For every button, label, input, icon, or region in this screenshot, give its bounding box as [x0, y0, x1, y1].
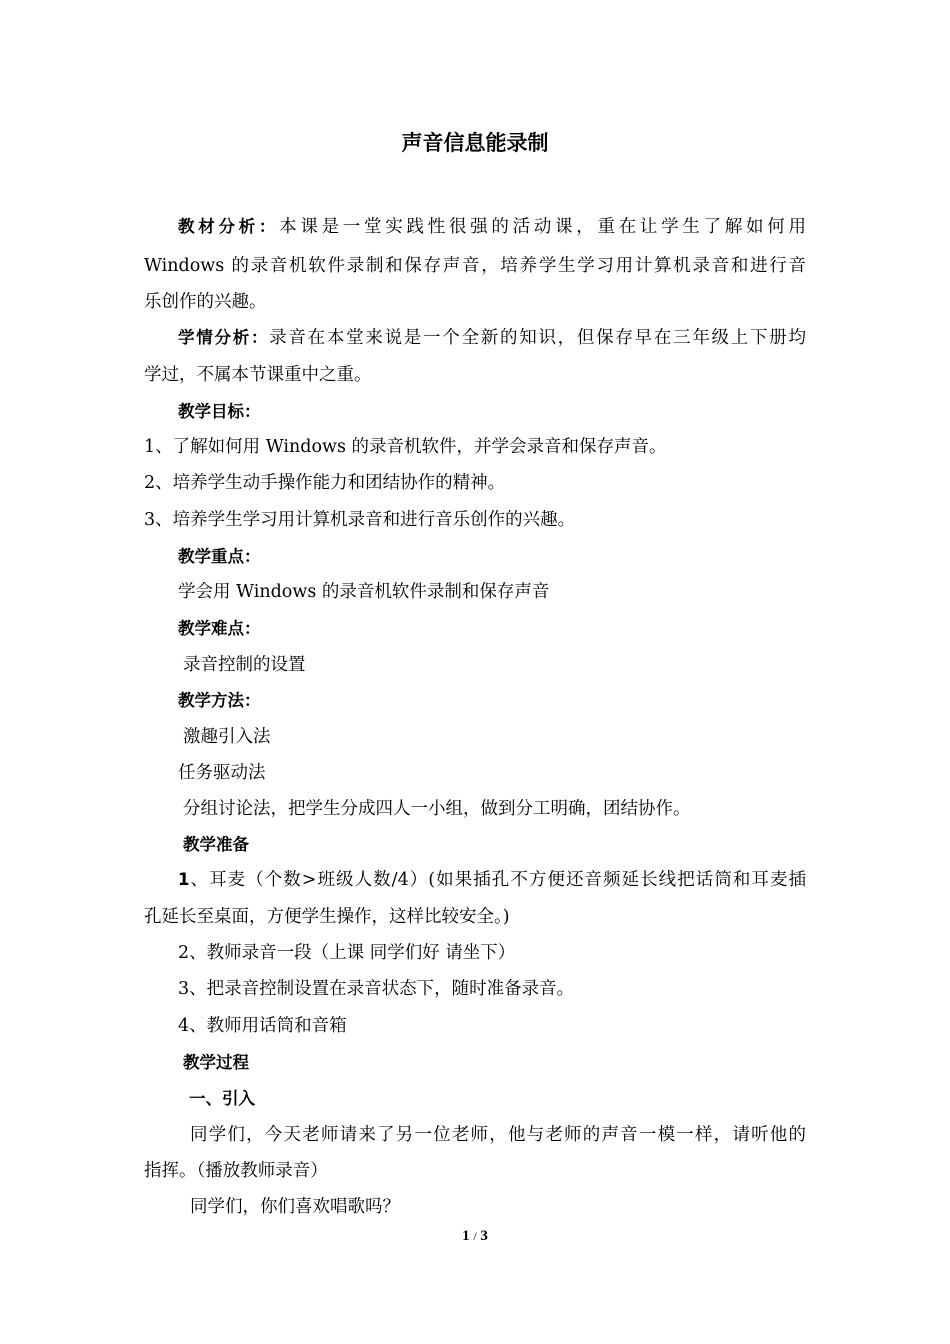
learner-text-1: 录音在本堂来说是一个全新的知识，但保存早在三年级上下册均	[269, 328, 806, 348]
process-paragraph-1-line-2: 指挥。（播放教师录音）	[144, 1161, 328, 1181]
goals-label: 教学目标：	[178, 402, 261, 421]
preparation-item-2: 2、教师录音一段（上课 同学们好 请坐下）	[178, 943, 516, 963]
process-paragraph-1-line-1: 同学们，今天老师请来了另一位老师，他与老师的声音一模一样，请听他的	[190, 1125, 806, 1145]
material-label: 教材分析：	[178, 217, 280, 236]
key-point-text: 学会用 Windows 的录音机软件录制和保存声音	[178, 582, 550, 602]
preparation-item-1-text: 、耳麦（个数>班级人数/4）(如果插孔不方便还音频延长线把话筒和耳麦插	[189, 870, 806, 890]
page-number	[0, 1228, 950, 1245]
process-label: 教学过程	[183, 1053, 249, 1072]
goal-item-3: 3、培养学生学习用计算机录音和进行音乐创作的兴趣。	[144, 510, 576, 530]
material-line-1	[178, 215, 806, 239]
page-total: 3	[480, 1228, 488, 1244]
difficulty-label: 教学难点：	[178, 619, 261, 638]
learner-line-2: 学过，不属本节课重中之重。	[144, 365, 372, 385]
page-separator: /	[473, 1229, 477, 1243]
preparation-item-4: 4、教师用话筒和音箱	[178, 1016, 347, 1036]
method-item-1: 激趣引入法	[183, 727, 271, 747]
material-line-3: 乐创作的兴趣。	[144, 292, 267, 312]
preparation-item-3: 3、把录音控制设置在录音状态下，随时准备录音。	[178, 979, 575, 999]
process-paragraph-2: 同学们，你们喜欢唱歌吗？	[190, 1197, 400, 1217]
preparation-item-1-line-1	[178, 868, 806, 892]
difficulty-text: 录音控制的设置	[183, 655, 306, 675]
key-point-label: 教学重点：	[178, 547, 261, 566]
page-current: 1	[462, 1228, 470, 1244]
preparation-label: 教学准备	[183, 835, 249, 854]
learner-label: 学情分析：	[178, 328, 270, 347]
process-section-1-heading: 一、引入	[189, 1089, 255, 1108]
material-text-1: 本课是一堂实践性很强的活动课，重在让学生了解如何用	[279, 217, 807, 237]
methods-label: 教学方法：	[178, 691, 261, 710]
learner-line-1	[178, 326, 806, 350]
goal-item-2: 2、培养学生动手操作能力和团结协作的精神。	[144, 473, 506, 493]
method-item-3: 分组讨论法，把学生分成四人一小组，做到分工明确，团结协作。	[183, 799, 691, 819]
goal-item-1: 1、了解如何用 Windows 的录音机软件，并学会录音和保存声音。	[144, 437, 667, 457]
material-line-2: Windows 的录音机软件录制和保存声音，培养学生学习用计算机录音和进行音	[144, 256, 806, 276]
page-title: 声音信息能录制	[401, 131, 549, 155]
method-item-2: 任务驱动法	[178, 763, 266, 783]
preparation-item-1-number: 1	[178, 870, 190, 889]
preparation-item-1-line-2: 孔延长至桌面，方便学生操作，这样比较安全。)	[144, 907, 510, 927]
